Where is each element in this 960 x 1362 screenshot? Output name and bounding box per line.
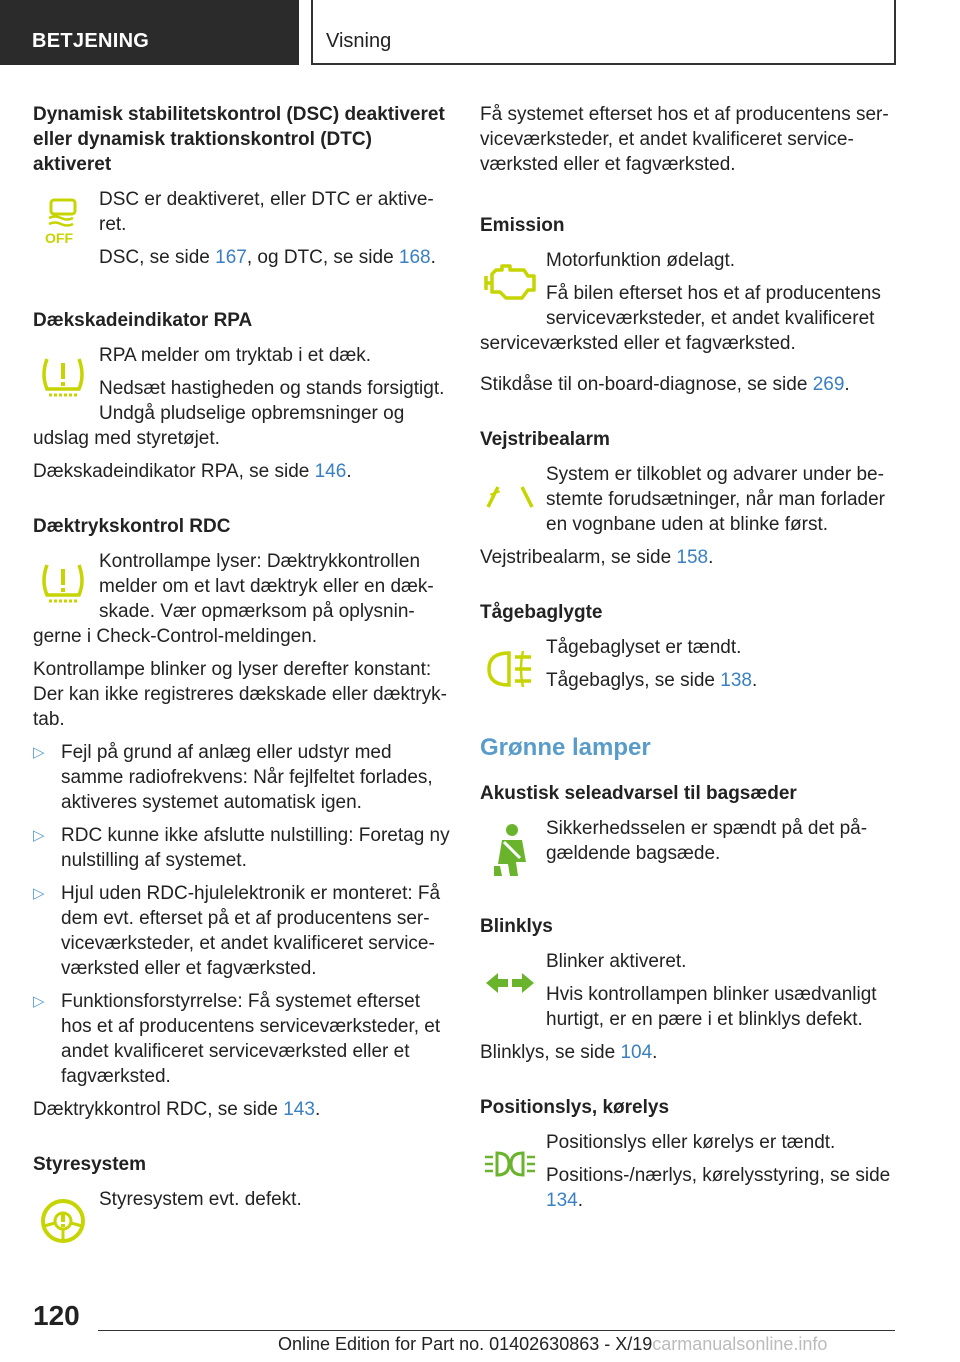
position-light-section [480, 1095, 900, 1221]
emission-text-1: Motorfunktion ødelagt. [546, 250, 736, 271]
steering-warning-icon [33, 1191, 93, 1251]
triangle-bullet-icon: ▷ [33, 993, 45, 1010]
turn-signal-page-link[interactable]: 104 [620, 1042, 653, 1063]
list-item: ▷ Hjul uden RDC-hjulelektronik er monteret: Få dem evt. efterset på et af producentens serviceværksteder, et andet kvalificeret serviceværksted eller et fagværksted. [33, 883, 441, 979]
emission-text-3: Stikdåse til on-board-diagnose, se side 269. [480, 374, 850, 395]
lane-text-2: Vejstribealarm, se side 158. [480, 547, 714, 568]
list-item: ▷ Funktionsforstyrrelse: Få systemet efterset hos et af producentens serviceværksteder, et andet kvalificeret serviceværksted eller et fagværksted. [33, 991, 441, 1087]
triangle-bullet-icon: ▷ [33, 744, 45, 761]
page-number: 120 [33, 1300, 80, 1331]
lane-section [480, 427, 900, 570]
emission-text-2: Få bilen efterset hos et af producentens serviceværksteder, et andet kvalificeret serviceværksted eller et fagværksted. [480, 283, 881, 354]
steering-continuation: Få systemet efterset hos et af producentens serviceværksteder, et andet kvalificeret serviceværksted eller et fagværksted. [480, 104, 889, 175]
green-lamps-heading: Grønne lamper [480, 734, 651, 761]
turn-signal-title: Blinklys [480, 916, 553, 937]
triangle-bullet-icon: ▷ [33, 885, 45, 902]
obd-page-link[interactable]: 269 [812, 374, 845, 395]
rpa-text-3: Dækskadeindikator RPA, se side 146. [33, 461, 352, 482]
position-light-text-2: Positions-/nærlys, kørelysstyring, se side 134. [546, 1165, 891, 1211]
turn-signal-section [480, 914, 900, 1065]
rpa-section [33, 308, 453, 484]
fog-title: Tågebaglygte [480, 602, 603, 623]
fog-text-1: Tågebaglyset er tændt. [546, 637, 742, 658]
position-light-icon [480, 1134, 540, 1194]
emission-section [480, 213, 900, 397]
tire-pressure-icon [33, 553, 93, 613]
steering-text-1: Styresystem evt. defekt. [99, 1189, 302, 1210]
rdc-section [33, 514, 453, 1122]
dsc-title: Dynamisk stabilitetskontrol (DSC) deaktiveret eller dynamisk traktionskontrol (DTC) aktiveret [33, 104, 445, 175]
dsc-text-1: DSC er deaktiveret, eller DTC er aktiveret. [99, 189, 434, 235]
seatbelt-section [480, 781, 900, 884]
lane-title: Vejstribealarm [480, 429, 610, 450]
triangle-bullet-icon: ▷ [33, 827, 45, 844]
svg-text:OFF: OFF [45, 230, 73, 246]
turn-signal-icon [480, 953, 540, 1013]
lane-page-link[interactable]: 158 [676, 547, 709, 568]
footer-edition: Online Edition for Part no. 01402630863 - X/19carmanualsonline.info [278, 1334, 828, 1354]
dsc-section [33, 102, 453, 278]
rpa-text-2: Nedsæt hastigheden og stands forsigtigt. Undgå pludselige opbremsninger og udslag med styretøjet. [33, 378, 445, 449]
steering-title: Styresystem [33, 1154, 147, 1175]
rdc-text-3: Dæktrykkontrol RDC, se side 143. [33, 1099, 321, 1120]
rdc-bullet-list [33, 740, 453, 1089]
dsc-off-icon [33, 191, 93, 251]
rpa-title: Dækskadeindikator RPA [33, 310, 253, 331]
rear-fog-light-icon [480, 639, 540, 699]
chapter-label: Visning [326, 30, 392, 52]
turn-signal-text-2: Hvis kontrollampen blinker usædvanligt hurtigt, er en pære i et blinklys defekt. [546, 984, 877, 1030]
turn-signal-text-3: Blinklys, se side 104. [480, 1042, 658, 1063]
list-item: ▷ Fejl på grund af anlæg eller udstyr med samme radiofrekvens: Når fejlfeltet forlades, aktiveres systemet automatisk igen. [33, 742, 433, 813]
left-column [33, 102, 453, 1285]
section-label: BETJENING [32, 30, 150, 52]
section-tab [0, 0, 299, 65]
position-light-title: Positionslys, kørelys [480, 1097, 670, 1118]
chapter-tab [311, 0, 896, 65]
rdc-text-2: Kontrollampe blinker og lyser derefter konstant: Der kan ikke registreres dækskade eller dæktryktab. [33, 659, 447, 730]
rdc-page-link[interactable]: 143 [283, 1099, 315, 1120]
fog-text-2: Tågebaglys, se side 138. [546, 670, 758, 691]
dsc-text-2: DSC, se side 167, og DTC, se side 168. [99, 247, 436, 268]
dtc-page-link[interactable]: 168 [398, 247, 431, 268]
emission-title: Emission [480, 215, 565, 236]
seatbelt-icon [480, 820, 540, 880]
position-light-text-1: Positionslys eller kørelys er tændt. [546, 1132, 836, 1153]
seatbelt-text-1: Sikkerhedsselen er spændt på det pågældende bagsæde. [546, 818, 868, 864]
turn-signal-text-1: Blinker aktiveret. [546, 951, 687, 972]
tire-warning-icon [33, 347, 93, 407]
fog-section [480, 600, 900, 703]
lane-departure-icon [480, 466, 540, 526]
fog-page-link[interactable]: 138 [720, 670, 752, 691]
rpa-page-link[interactable]: 146 [314, 461, 347, 482]
footer-divider [98, 1330, 895, 1331]
rpa-text-1: RPA melder om tryktab i et dæk. [99, 345, 372, 366]
right-column [480, 102, 900, 1251]
rdc-text-1: Kontrollampe lyser: Dæktrykkontrollen melder om et lavt dæktryk eller en dækskade. Vær opmærksom på oplysningerne i Check-Control-meldingen. [33, 551, 434, 647]
engine-icon [480, 252, 540, 312]
position-light-page-link[interactable]: 134 [546, 1190, 578, 1211]
watermark: carmanualsonline.info [652, 1334, 828, 1354]
lane-text-1: System er tilkoblet og advarer under bestemte forudsætninger, når man forlader en vognbane uden at blinke først. [546, 464, 886, 535]
steering-section [33, 1152, 453, 1255]
seatbelt-title: Akustisk seleadvarsel til bagsæder [480, 783, 797, 804]
rdc-title: Dæktrykskontrol RDC [33, 516, 231, 537]
list-item: ▷ RDC kunne ikke afslutte nulstilling: Foretag ny nulstilling af systemet. [33, 825, 450, 871]
dsc-page-link[interactable]: 167 [215, 247, 247, 268]
